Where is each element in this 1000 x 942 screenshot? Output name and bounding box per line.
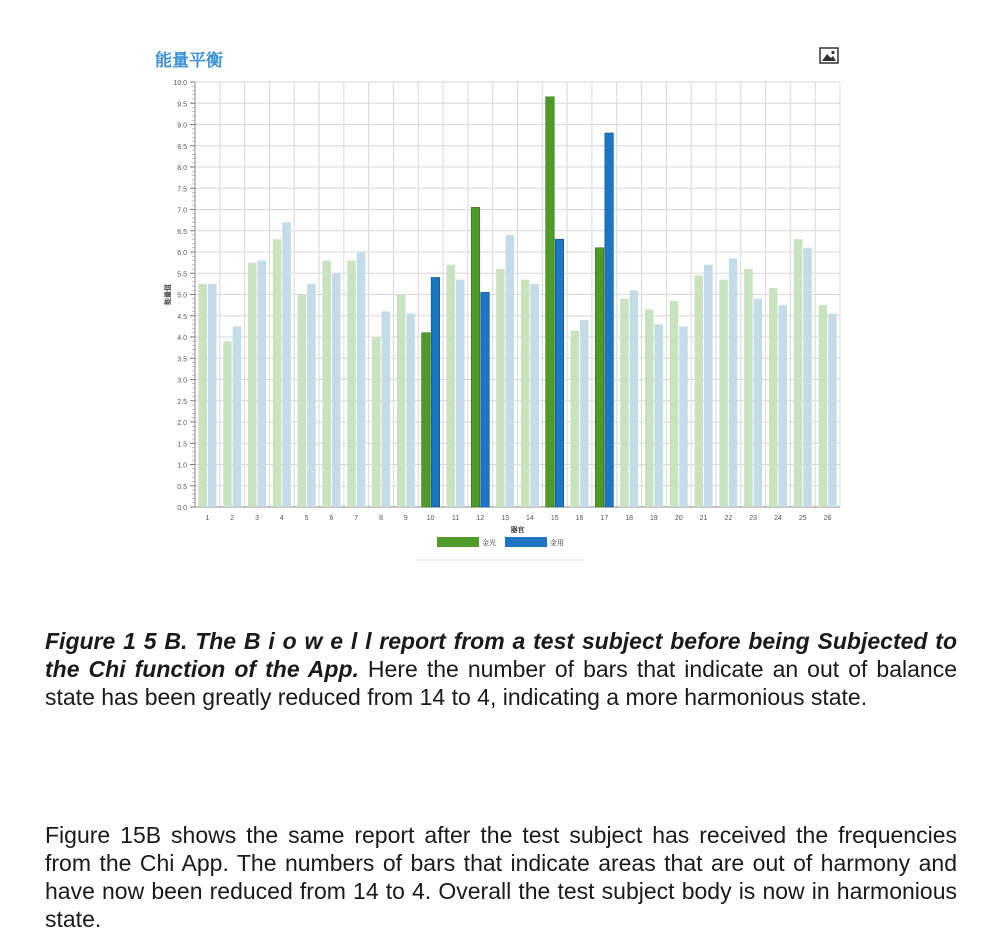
x-tick-label: 10 xyxy=(426,515,435,522)
legend-swatch-2 xyxy=(505,537,547,547)
x-tick-label: 16 xyxy=(575,515,584,522)
y-tick-label: 2.5 xyxy=(177,398,187,406)
bar-series2-cat-21 xyxy=(704,265,713,507)
bar-series2-cat-5 xyxy=(307,284,316,507)
x-tick-label: 26 xyxy=(823,515,832,522)
bar-series2-cat-20 xyxy=(679,326,688,507)
bar-series2-cat-7 xyxy=(357,252,366,507)
image-icon xyxy=(820,48,838,63)
x-tick-label: 6 xyxy=(329,515,334,522)
y-tick-label: 6.5 xyxy=(177,228,187,236)
x-tick-label: 7 xyxy=(354,515,359,522)
y-tick-label: 4.5 xyxy=(177,313,187,321)
y-tick-label: 0.5 xyxy=(177,483,187,491)
image-icon-sun xyxy=(831,51,834,54)
bar-series1-cat-23 xyxy=(744,269,753,507)
bar-series1-cat-8 xyxy=(372,337,381,507)
bar-series2-cat-16 xyxy=(580,320,589,507)
body-paragraph: Figure 15B shows the same report after the test subject has received the frequencies from the Chi App. The numbers of bars that indicate areas that are out of harmony and have now been reduced from 14 to 4. Overall the test subject body is now in harmonious state. xyxy=(45,822,957,932)
y-tick-label: 4.0 xyxy=(177,335,187,342)
bar-series2-cat-14 xyxy=(530,284,539,507)
y-tick-label: 9.0 xyxy=(177,122,187,130)
bar-series2-cat-17 xyxy=(605,133,614,507)
bar-series2-cat-4 xyxy=(282,222,291,507)
x-tick-label: 2 xyxy=(230,515,235,522)
y-tick-label: 3.0 xyxy=(177,377,187,385)
legend-label-2: 金用 xyxy=(550,539,564,547)
y-tick-label: 8.5 xyxy=(177,143,187,151)
bar-series2-cat-23 xyxy=(754,299,763,507)
bar-series1-cat-5 xyxy=(298,295,307,508)
x-tick-label: 21 xyxy=(699,515,708,522)
bar-series1-cat-16 xyxy=(571,331,580,507)
y-axis-label: 能量值 xyxy=(164,284,172,305)
legend-swatch-1 xyxy=(437,537,479,547)
bar-series1-cat-21 xyxy=(695,275,704,507)
x-tick-label: 4 xyxy=(279,515,284,522)
bar-series1-cat-10 xyxy=(422,333,431,507)
bar-series2-cat-19 xyxy=(654,324,663,507)
x-tick-label: 5 xyxy=(304,515,309,522)
bar-series1-cat-18 xyxy=(620,299,629,507)
x-tick-label: 25 xyxy=(798,515,807,522)
bar-series1-cat-7 xyxy=(347,261,356,508)
bar-series2-cat-25 xyxy=(803,248,812,507)
bar-series1-cat-6 xyxy=(322,261,331,508)
bar-series2-cat-10 xyxy=(431,278,440,508)
x-axis-label: 器官 xyxy=(510,526,525,534)
bar-series2-cat-9 xyxy=(406,314,415,507)
bar-series2-cat-13 xyxy=(506,235,515,507)
chart-title: 能量平衡 xyxy=(155,51,223,71)
x-tick-label: 12 xyxy=(476,515,485,522)
bar-series1-cat-20 xyxy=(670,301,679,507)
bar-series2-cat-1 xyxy=(208,284,217,507)
y-tick-label: 7.5 xyxy=(177,186,187,194)
y-tick-label: 9.5 xyxy=(177,101,187,109)
bar-series2-cat-18 xyxy=(630,290,639,507)
bar-series2-cat-6 xyxy=(332,273,341,507)
chart-svg xyxy=(140,30,860,565)
bar-series2-cat-3 xyxy=(258,261,267,508)
bar-series2-cat-8 xyxy=(382,312,391,508)
y-tick-label: 6.0 xyxy=(177,250,187,257)
x-tick-label: 18 xyxy=(625,515,634,522)
bar-series1-cat-4 xyxy=(273,239,282,507)
x-tick-label: 17 xyxy=(600,515,609,522)
y-tick-label: 5.0 xyxy=(177,292,187,300)
y-tick-label: 3.5 xyxy=(177,356,187,364)
energy-balance-chart xyxy=(140,30,860,565)
bar-series1-cat-12 xyxy=(471,207,480,507)
caption-lead: Figure 1 5 B. The B i o w e l l report from a test subject before being Subjected to the Chi function of the App. xyxy=(45,628,957,682)
x-tick-label: 15 xyxy=(550,515,559,522)
x-tick-label: 19 xyxy=(650,515,658,522)
x-tick-label: 11 xyxy=(451,515,460,522)
bar-series1-cat-24 xyxy=(769,288,778,507)
bar-series2-cat-15 xyxy=(555,239,564,507)
y-tick-label: 8.0 xyxy=(177,165,187,172)
legend-label-1: 金光 xyxy=(482,539,496,547)
y-tick-label: 1.0 xyxy=(177,462,187,470)
bar-series1-cat-9 xyxy=(397,295,406,508)
y-tick-label: 5.5 xyxy=(177,271,187,279)
bar-series1-cat-25 xyxy=(794,239,803,507)
bar-series2-cat-24 xyxy=(778,305,787,507)
x-tick-label: 20 xyxy=(674,515,683,522)
x-tick-label: 13 xyxy=(501,515,509,522)
bar-series1-cat-15 xyxy=(546,97,555,507)
bar-series1-cat-3 xyxy=(248,263,257,507)
bar-series1-cat-26 xyxy=(819,305,828,507)
bar-series1-cat-1 xyxy=(198,284,207,507)
bar-series1-cat-22 xyxy=(719,280,728,507)
bar-series2-cat-26 xyxy=(828,314,837,507)
bar-series2-cat-11 xyxy=(456,280,465,507)
bar-series1-cat-13 xyxy=(496,269,505,507)
x-tick-label: 8 xyxy=(379,515,384,522)
bar-series1-cat-14 xyxy=(521,280,530,507)
y-tick-label: 2.0 xyxy=(177,420,187,427)
y-tick-label: 0.0 xyxy=(177,505,187,512)
bar-series2-cat-22 xyxy=(729,258,738,507)
bar-series1-cat-11 xyxy=(446,265,455,507)
y-tick-label: 10.0 xyxy=(173,80,187,87)
bar-series2-cat-12 xyxy=(481,292,490,507)
bar-series1-cat-2 xyxy=(223,341,232,507)
x-tick-label: 22 xyxy=(724,515,733,522)
bar-series1-cat-17 xyxy=(595,248,604,507)
figure-caption xyxy=(45,627,957,711)
x-tick-label: 23 xyxy=(749,515,758,522)
y-tick-label: 1.5 xyxy=(177,441,187,449)
y-tick-label: 7.0 xyxy=(177,207,187,215)
x-tick-label: 24 xyxy=(774,515,782,522)
x-tick-label: 1 xyxy=(205,515,210,522)
bar-series1-cat-19 xyxy=(645,309,654,507)
bar-series2-cat-2 xyxy=(233,326,242,507)
x-tick-label: 9 xyxy=(403,515,408,522)
caption-rest: Here the number of bars that indicate an out of balance state has been greatly reduced from 14 to 4, indicating a more harmonious state. xyxy=(45,656,957,710)
x-tick-label: 3 xyxy=(255,515,259,522)
x-tick-label: 14 xyxy=(526,515,534,522)
